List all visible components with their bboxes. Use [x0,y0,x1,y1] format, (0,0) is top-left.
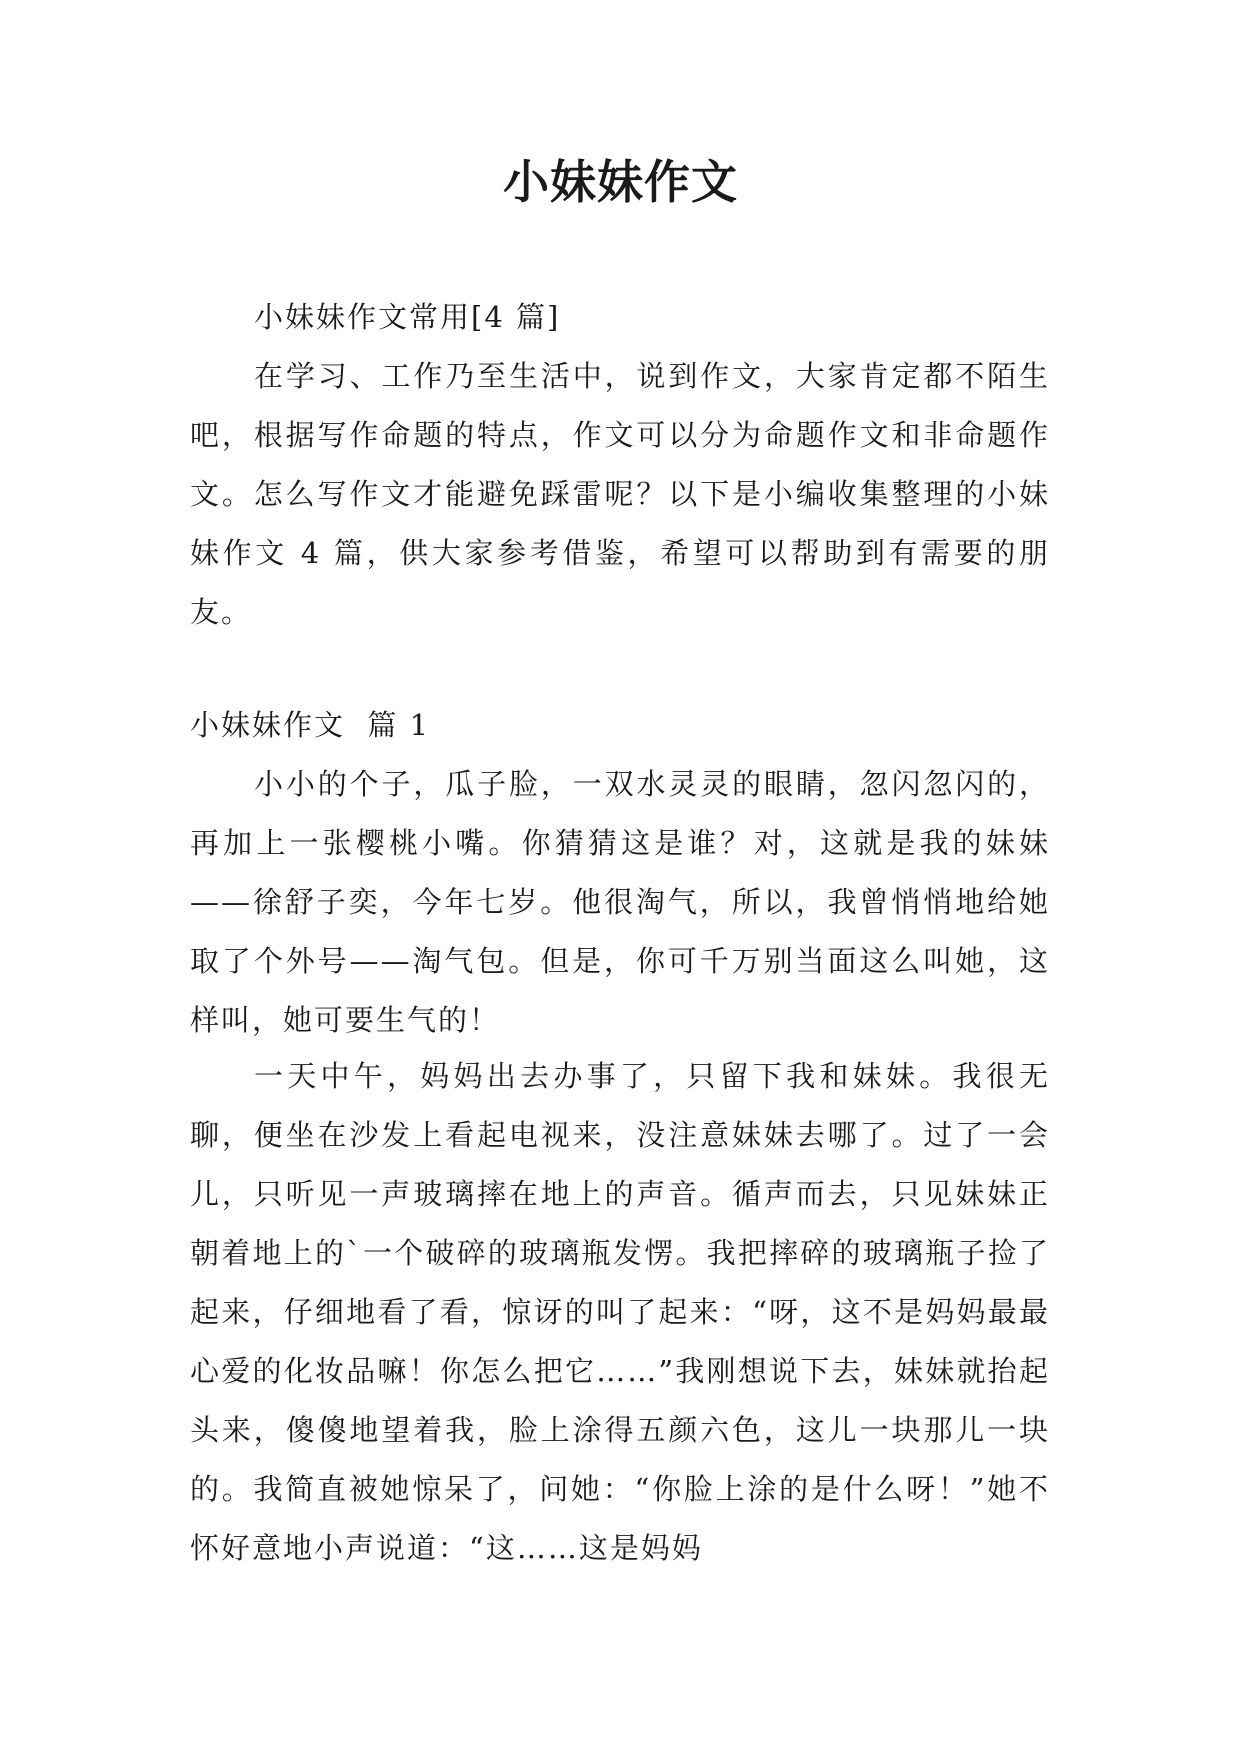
section-heading: 小妹妹作文 篇 1 [190,708,431,742]
body-paragraph: 小小的个子，瓜子脸，一双水灵灵的眼睛，忽闪忽闪的，再加上一张樱桃小嘴。你猜猜这是谁？对，这就是我的妹妹——徐舒子奕，今年七岁。他很淘气，所以，我曾悄悄地给她取了个外号——淘气包。但是，你可千万别当面这么叫她，这样叫，她可要生气的！ [190,767,1050,1037]
document-title: 小妹妹作文 [503,155,738,209]
document-subtitle: 小妹妹作文常用[4 篇] [254,300,561,334]
body-paragraph: 一天中午，妈妈出去办事了，只留下我和妹妹。我很无聊，便坐在沙发上看起电视来，没注意妹妹去哪了。过了一会儿，只听见一声玻璃摔在地上的声音。循声而去，只见妹妹正朝着地上的`一个破碎的玻璃瓶发愣。我把摔碎的玻璃瓶子捡了起来，仔细地看了看，惊讶的叫了起来：“呀，这不是妈妈最最心爱的化妆品嘛！你怎么把它……”我刚想说下去，妹妹就抬起头来，傻傻地望着我，脸上涂得五颜六色，这儿一块那儿一块的。我简直被她惊呆了，问她：“你脸上涂的是什么呀！”她不怀好意地小声说道：“这……这是妈妈 [190,1059,1050,1565]
intro-paragraph: 在学习、工作乃至生活中，说到作文，大家肯定都不陌生吧，根据写作命题的特点，作文可以分为命题作文和非命题作文。怎么写作文才能避免踩雷呢？以下是小编收集整理的小妹妹作文 4 篇，供大家参考借鉴，希望可以帮助到有需要的朋友。 [190,359,1050,629]
